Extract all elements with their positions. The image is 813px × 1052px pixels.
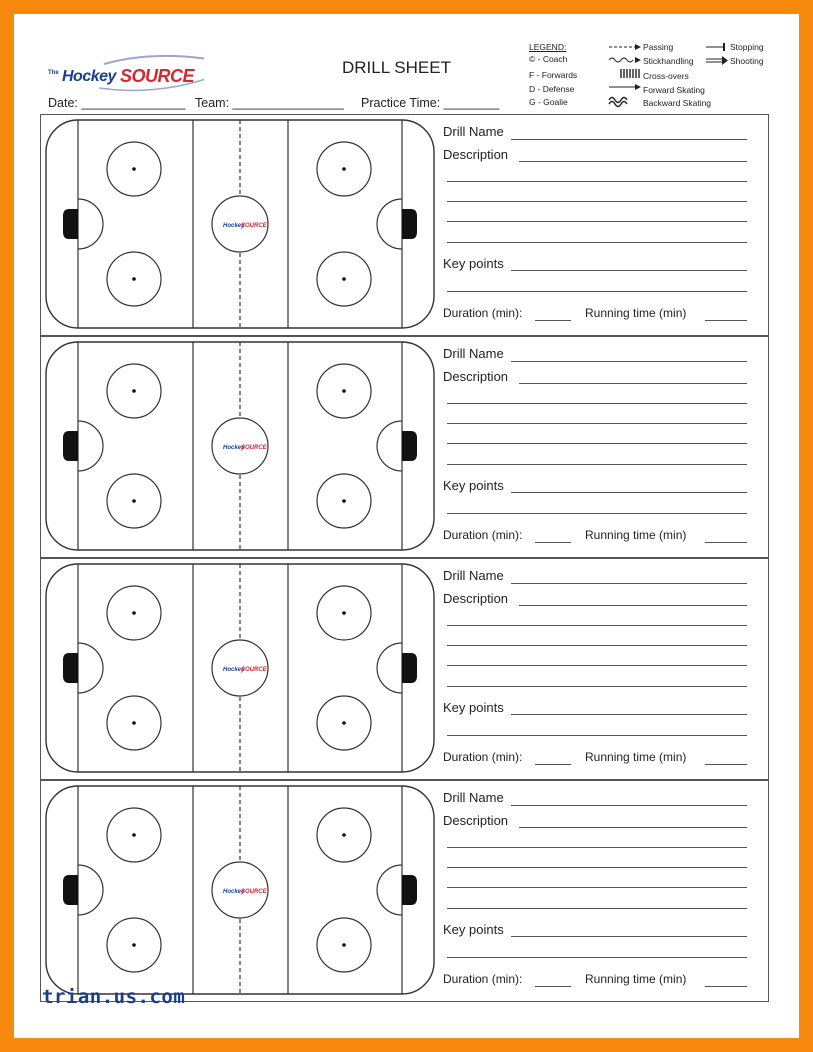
center-logo-hockey: Hockey xyxy=(223,445,245,451)
legend-heading: LEGEND: xyxy=(529,42,567,52)
rink-diagram[interactable] xyxy=(45,119,435,329)
running-time-line[interactable] xyxy=(705,986,747,987)
legend-goalie: G - Goalie xyxy=(529,97,568,107)
rink-diagram[interactable] xyxy=(45,341,435,551)
legend-stop-shoot-icon xyxy=(706,42,730,66)
description-line[interactable] xyxy=(447,464,747,465)
description-line[interactable] xyxy=(519,161,747,162)
description-line[interactable] xyxy=(447,625,747,626)
legend-coach: © - Coach xyxy=(529,54,568,64)
duration-line[interactable] xyxy=(535,320,571,321)
description-line[interactable] xyxy=(447,847,747,848)
duration-line[interactable] xyxy=(535,764,571,765)
center-logo-source: SOURCE xyxy=(241,223,267,229)
logo-hockey-text: Hockey xyxy=(62,68,116,85)
description-line[interactable] xyxy=(447,181,747,182)
drill-name-line[interactable] xyxy=(511,805,747,806)
legend-backward-skating: Backward Skating xyxy=(643,98,712,108)
description-line[interactable] xyxy=(447,403,747,404)
description-line[interactable] xyxy=(519,605,747,606)
drill-block xyxy=(40,558,769,780)
rink-diagram[interactable] xyxy=(45,563,435,773)
running-time-label: Running time (min) xyxy=(585,306,687,320)
key-points-line[interactable] xyxy=(511,270,747,271)
description-line[interactable] xyxy=(447,867,747,868)
drill-sheet-page xyxy=(14,14,799,1038)
legend-forward-skating: Forward Skating xyxy=(643,85,705,95)
description-line[interactable] xyxy=(447,443,747,444)
legend xyxy=(529,42,789,112)
drill-form xyxy=(443,781,761,1001)
key-points-line[interactable] xyxy=(447,513,747,514)
watermark: trian.us.com xyxy=(42,986,186,1008)
drill-name-label: Drill Name xyxy=(443,568,504,583)
description-line[interactable] xyxy=(447,242,747,243)
key-points-label: Key points xyxy=(443,700,504,715)
drill-form xyxy=(443,337,761,557)
running-time-line[interactable] xyxy=(705,542,747,543)
duration-line[interactable] xyxy=(535,986,571,987)
page-title: DRILL SHEET xyxy=(342,58,451,77)
center-logo-hockey: Hockey xyxy=(223,889,245,895)
rink-diagram[interactable] xyxy=(45,785,435,995)
description-line[interactable] xyxy=(447,423,747,424)
description-label: Description xyxy=(443,591,509,606)
key-points-label: Key points xyxy=(443,256,504,271)
center-logo-source: SOURCE xyxy=(241,889,267,895)
description-line[interactable] xyxy=(519,827,747,828)
legend-forwards: F - Forwards xyxy=(529,70,578,80)
center-logo-source: SOURCE xyxy=(241,445,267,451)
drill-block xyxy=(40,114,769,336)
drill-form xyxy=(443,115,761,335)
description-line[interactable] xyxy=(447,221,747,222)
description-line[interactable] xyxy=(519,383,747,384)
legend-symbols-icon xyxy=(607,42,643,112)
drill-block xyxy=(40,780,769,1002)
legend-stopping: Stopping xyxy=(730,42,764,52)
description-label: Description xyxy=(443,813,509,828)
running-time-label: Running time (min) xyxy=(585,972,687,986)
running-time-label: Running time (min) xyxy=(585,750,687,764)
duration-line[interactable] xyxy=(535,542,571,543)
drill-name-line[interactable] xyxy=(511,361,747,362)
description-label: Description xyxy=(443,369,509,384)
key-points-label: Key points xyxy=(443,922,504,937)
duration-label: Duration (min): xyxy=(443,528,523,542)
key-points-label: Key points xyxy=(443,478,504,493)
description-line[interactable] xyxy=(447,887,747,888)
date-field[interactable]: Date: _______________ xyxy=(48,96,186,110)
duration-label: Duration (min): xyxy=(443,750,523,764)
logo-source-text: SOURCE xyxy=(120,66,195,86)
key-points-line[interactable] xyxy=(511,936,747,937)
description-line[interactable] xyxy=(447,686,747,687)
drill-form xyxy=(443,559,761,779)
drill-name-label: Drill Name xyxy=(443,790,504,805)
key-points-line[interactable] xyxy=(447,291,747,292)
legend-defense: D - Defense xyxy=(529,84,575,94)
center-logo-source: SOURCE xyxy=(241,667,267,673)
duration-label: Duration (min): xyxy=(443,972,523,986)
key-points-line[interactable] xyxy=(447,735,747,736)
key-points-line[interactable] xyxy=(511,714,747,715)
description-line[interactable] xyxy=(447,645,747,646)
description-line[interactable] xyxy=(447,908,747,909)
drill-name-label: Drill Name xyxy=(443,124,504,139)
hockey-source-logo xyxy=(44,48,204,98)
running-time-label: Running time (min) xyxy=(585,528,687,542)
center-logo-hockey: Hockey xyxy=(223,223,245,229)
running-time-line[interactable] xyxy=(705,320,747,321)
description-label: Description xyxy=(443,147,509,162)
running-time-line[interactable] xyxy=(705,764,747,765)
key-points-line[interactable] xyxy=(511,492,747,493)
drill-name-line[interactable] xyxy=(511,583,747,584)
legend-passing: Passing xyxy=(643,42,674,52)
drill-block xyxy=(40,336,769,558)
legend-crossovers: Cross-overs xyxy=(643,71,689,81)
practice-time-field[interactable]: Practice Time: ________ xyxy=(361,96,500,110)
description-line[interactable] xyxy=(447,665,747,666)
duration-label: Duration (min): xyxy=(443,306,523,320)
center-logo-hockey: Hockey xyxy=(223,667,245,673)
key-points-line[interactable] xyxy=(447,957,747,958)
team-field[interactable]: Team: ________________ xyxy=(195,96,344,110)
description-line[interactable] xyxy=(447,201,747,202)
logo-tm-text: The xyxy=(48,70,59,76)
drill-name-label: Drill Name xyxy=(443,346,504,361)
legend-shooting: Shooting xyxy=(730,56,764,66)
drill-name-line[interactable] xyxy=(511,139,747,140)
legend-stickhandling: Stickhandling xyxy=(643,56,694,66)
